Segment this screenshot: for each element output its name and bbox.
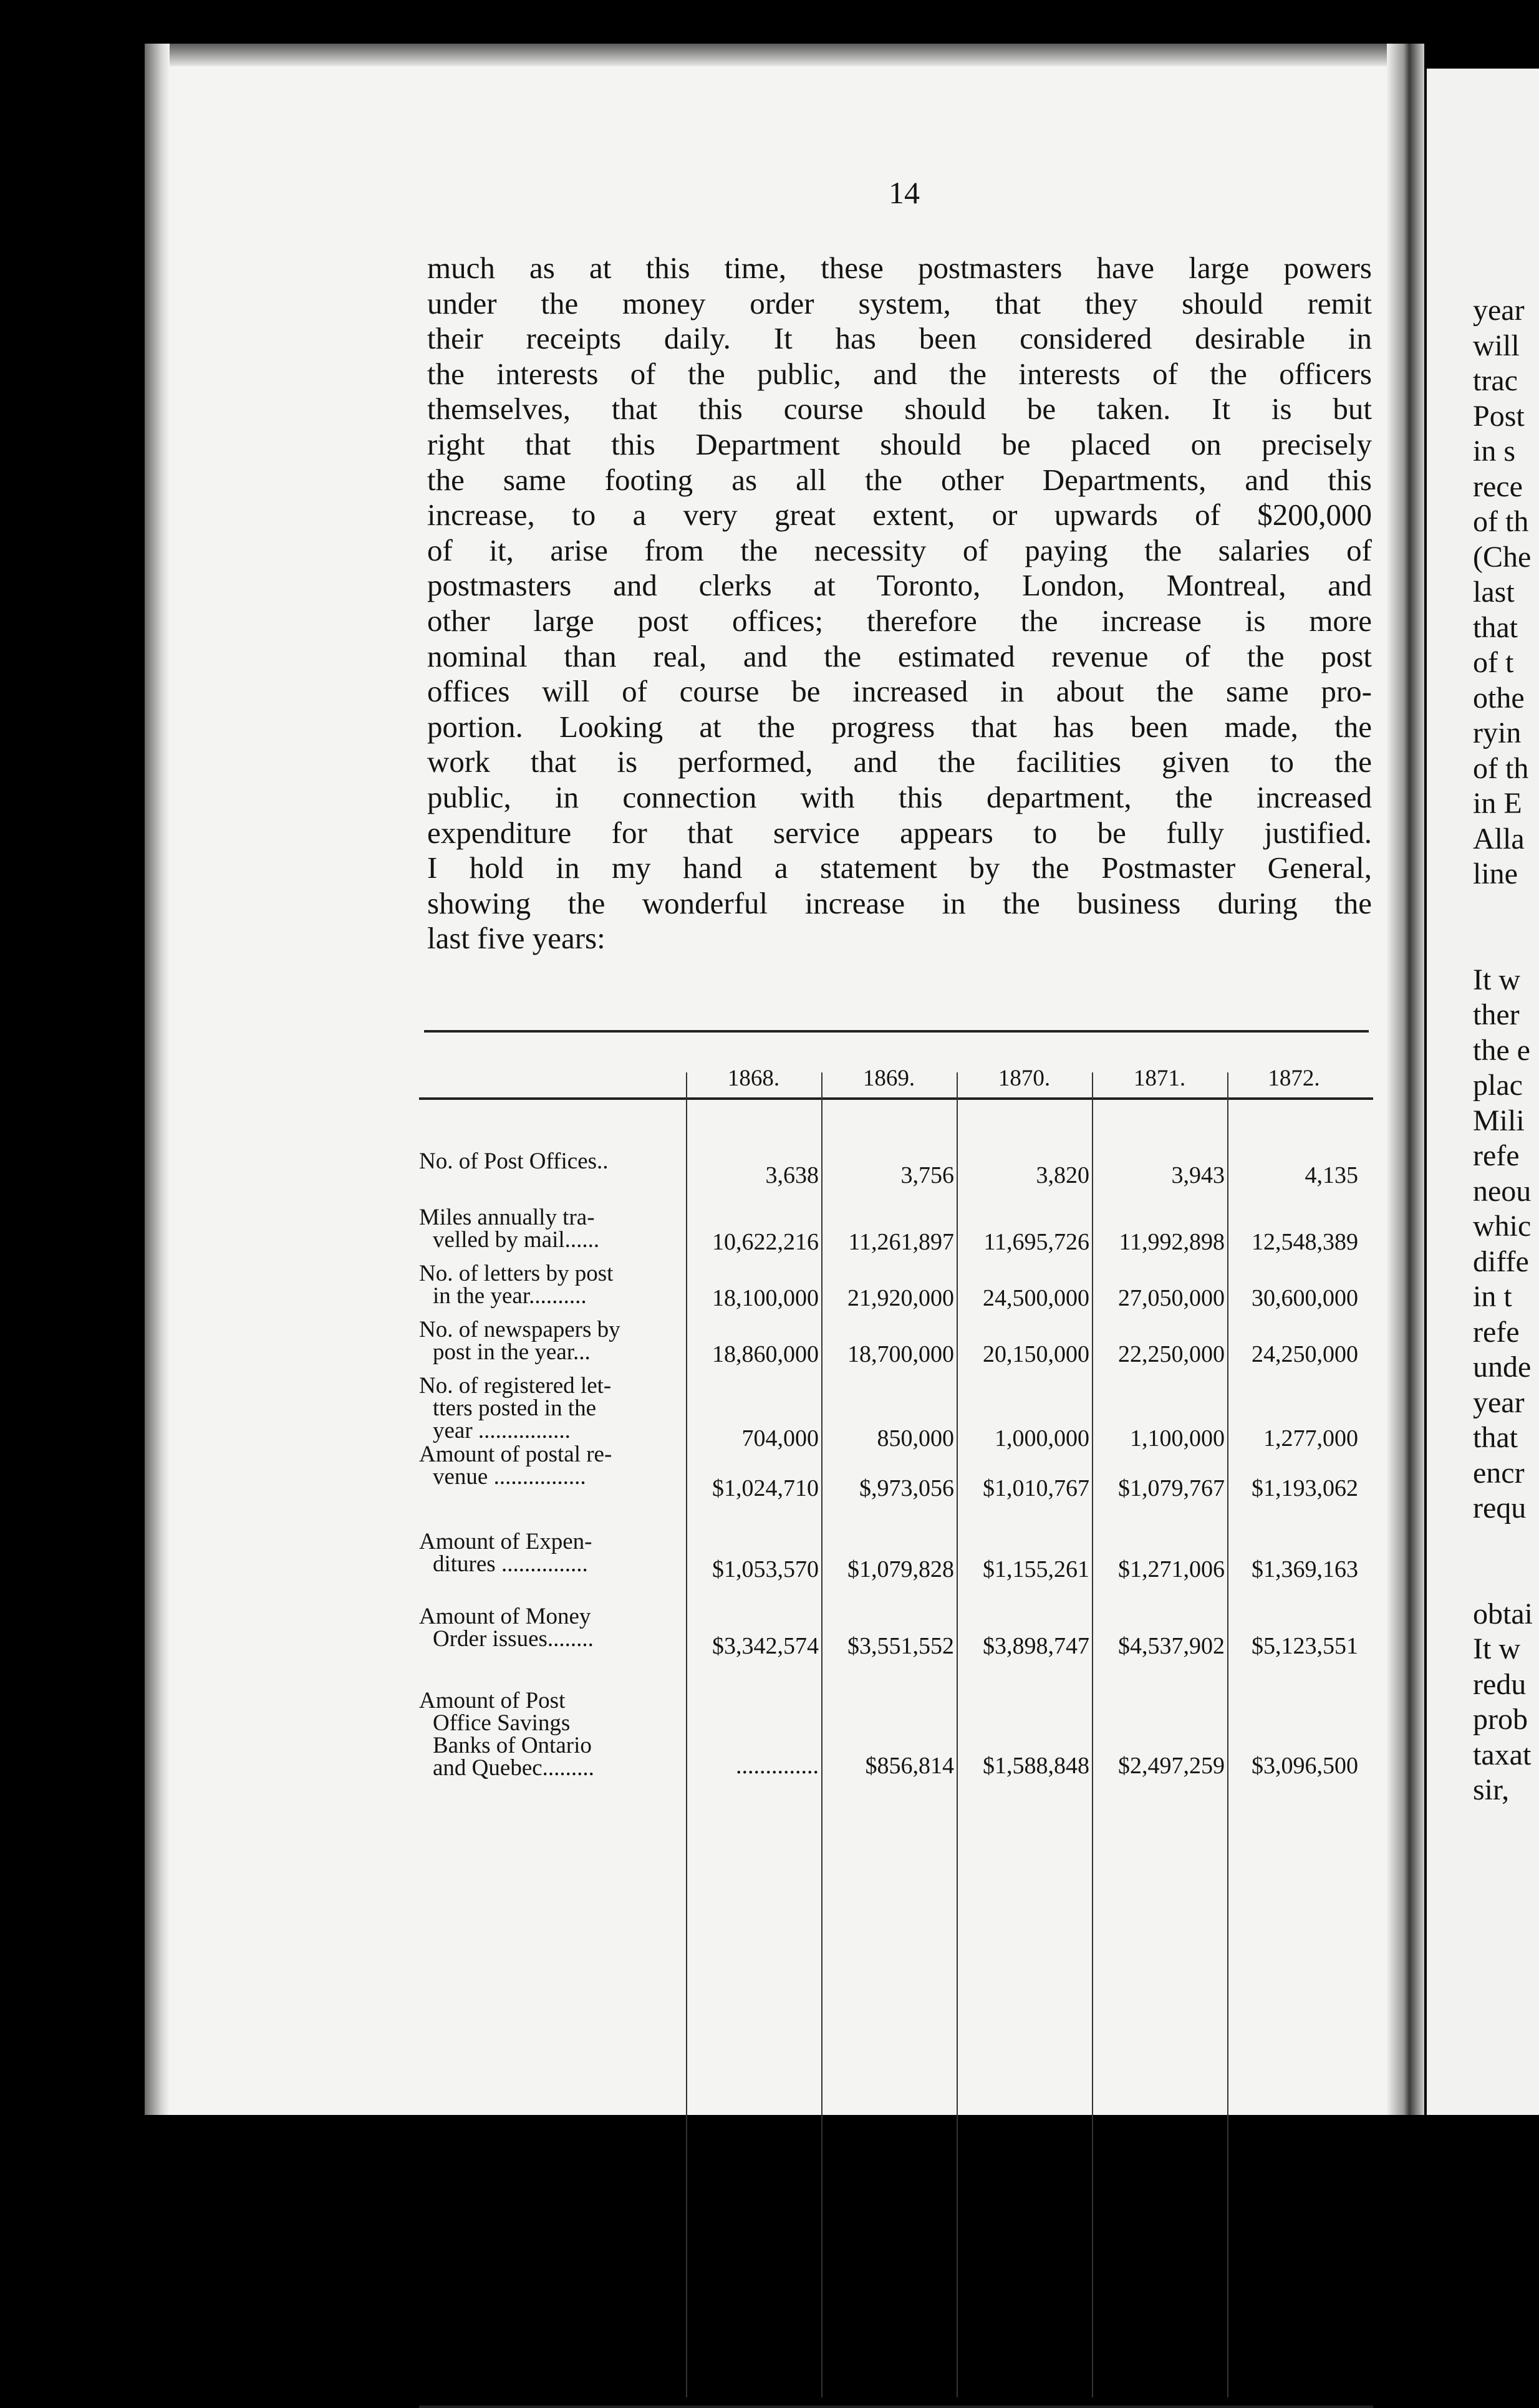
row-label-line: post in the year... (433, 1339, 591, 1365)
next-page-line (1473, 1561, 1533, 1597)
row-label (419, 1375, 681, 1442)
next-page-line: othe (1473, 681, 1525, 715)
next-page-line: of th (1473, 751, 1529, 785)
table-top-rule (424, 1030, 1369, 1033)
table-cell: 18,700,000 (847, 1341, 954, 1367)
column-divider (1092, 1072, 1093, 2397)
next-page-line: the e (1473, 1033, 1530, 1067)
table-cell: 3,638 (765, 1162, 819, 1188)
body-line: of it, arise from the necessity of paying the salaries of (427, 532, 1372, 567)
table-cell: $1,271,006 (1118, 1556, 1225, 1582)
table-cell: 850,000 (877, 1425, 954, 1452)
table-cell: 22,250,000 (1118, 1341, 1225, 1367)
next-page-line: redu (1473, 1667, 1527, 1701)
body-paragraph (427, 251, 1372, 956)
book-gutter (1387, 44, 1424, 2115)
table-cell: $3,551,552 (847, 1633, 954, 1659)
table-cell: $1,079,828 (847, 1556, 954, 1582)
row-label-line: tters posted in the (433, 1395, 597, 1421)
row-label-line: Order issues........ (433, 1626, 594, 1652)
table-cell: 20,150,000 (983, 1341, 1089, 1367)
table-cell: 12,548,389 (1252, 1229, 1358, 1255)
table-cell: 3,756 (900, 1162, 954, 1188)
table-cell: 27,050,000 (1118, 1285, 1225, 1311)
table-cell: $1,053,570 (712, 1556, 819, 1582)
row-label-line: Banks of Ontario (433, 1733, 592, 1758)
next-page-line: It w (1473, 1632, 1520, 1665)
row-label-line: ditures ............... (433, 1551, 588, 1577)
row-label (419, 1531, 681, 1576)
table-cell: $4,537,902 (1118, 1633, 1225, 1659)
table-cell: 18,860,000 (712, 1341, 819, 1367)
table-cell: 704,000 (741, 1425, 819, 1452)
row-label-line: year ................ (433, 1418, 571, 1443)
body-line: their receipts daily. It has been considered desirable in (427, 321, 1372, 356)
body-line: right that this Department should be placed on precisely (427, 426, 1372, 461)
next-page-line: in t (1473, 1280, 1512, 1313)
body-line: under the money order system, that they should remit (427, 286, 1372, 320)
year-header: 1872. (1268, 1066, 1320, 1091)
next-page-line: diffe (1473, 1245, 1529, 1278)
table-cell: .............. (736, 1753, 819, 1779)
next-page-line: neou (1473, 1174, 1532, 1208)
page-shadow-top (145, 44, 1422, 66)
table-cell: $856,814 (865, 1753, 954, 1779)
row-label-line: Amount of Money (419, 1604, 591, 1629)
table-cell: 3,820 (1036, 1162, 1089, 1188)
table-cell: 24,250,000 (1252, 1341, 1358, 1367)
next-page-line: last (1473, 576, 1515, 609)
next-page-line: in E (1473, 787, 1522, 820)
next-page-line: of t (1473, 646, 1514, 679)
table-cell: 21,920,000 (847, 1285, 954, 1311)
page-shadow-left (145, 44, 170, 2115)
body-line: I hold in my hand a statement by the Postmaster General, (427, 850, 1372, 885)
next-page-line (1473, 1526, 1533, 1562)
table-cell: 18,100,000 (712, 1285, 819, 1311)
next-page-line: prob (1473, 1703, 1528, 1736)
next-page-line: line (1473, 857, 1518, 890)
table-cell: 1,277,000 (1263, 1425, 1358, 1452)
body-line: last five years: (427, 921, 605, 956)
next-page-line: Alla (1473, 822, 1525, 855)
next-page-line: that (1473, 610, 1518, 644)
next-page-line: year (1473, 1385, 1525, 1419)
row-label (419, 1690, 681, 1780)
table-cell: $1,155,261 (983, 1556, 1089, 1582)
row-label (419, 1150, 681, 1173)
body-line: nominal than real, and the estimated revenue of the post (427, 638, 1372, 673)
row-label (419, 1606, 681, 1650)
body-line: the interests of the public, and the interests of the officers (427, 356, 1372, 391)
row-label-line: and Quebec......... (433, 1755, 594, 1781)
table-cell: $3,096,500 (1252, 1753, 1358, 1779)
next-page-line: whic (1473, 1210, 1532, 1243)
next-page-line: It w (1473, 963, 1520, 996)
page-number: 14 (889, 175, 920, 210)
table-cell: 3,943 (1171, 1162, 1225, 1188)
table-cell: $1,024,710 (712, 1475, 819, 1501)
row-label-line: Miles annually tra- (419, 1205, 595, 1230)
next-page-line: will (1473, 329, 1520, 362)
next-page-line: ther (1473, 998, 1520, 1031)
table-cell: 11,261,897 (848, 1229, 954, 1255)
row-label-line: No. of Post Offices.. (419, 1149, 609, 1174)
next-page-line (1473, 927, 1533, 963)
body-line: postmasters and clerks at Toronto, London, Montreal, and (427, 568, 1372, 603)
table-cell: 11,695,726 (983, 1229, 1089, 1255)
body-line: portion. Looking at the progress that has been made, the (427, 709, 1372, 744)
row-label-line: No. of newspapers by (419, 1317, 620, 1342)
year-header: 1870. (998, 1066, 1051, 1091)
next-page-line: rece (1473, 470, 1523, 503)
next-page-line: plac (1473, 1069, 1523, 1102)
next-page-line: that (1473, 1421, 1518, 1454)
table-header (419, 1054, 1373, 1100)
table-cell: $2,497,259 (1118, 1753, 1225, 1779)
year-header: 1869. (862, 1066, 915, 1091)
column-divider (686, 1072, 687, 2397)
body-line: much as at this time, these postmasters have large powers (427, 251, 1372, 285)
next-page-line: trac (1473, 364, 1518, 397)
next-page-line: sir, (1473, 1773, 1510, 1806)
next-page-text (1473, 293, 1533, 1808)
row-label-line: velled by mail...... (433, 1227, 600, 1253)
row-label-line: Office Savings (433, 1710, 571, 1736)
next-page-line: Post (1473, 399, 1525, 433)
row-label (419, 1263, 681, 1308)
row-label-line: in the year.......... (433, 1283, 587, 1309)
table-cell: 30,600,000 (1252, 1285, 1358, 1311)
row-label (419, 1443, 681, 1488)
table-cell: $,973,056 (859, 1475, 954, 1501)
body-line: expenditure for that service appears to be fully justified. (427, 815, 1372, 850)
table-cell: $1,588,848 (983, 1753, 1089, 1779)
table-cell: $1,193,062 (1252, 1475, 1358, 1501)
table-cell: $1,079,767 (1118, 1475, 1225, 1501)
table-cell: $5,123,551 (1252, 1633, 1358, 1659)
table-cell: 24,500,000 (983, 1285, 1089, 1311)
next-page-line: year (1473, 294, 1525, 327)
table-cell: 4,135 (1305, 1162, 1358, 1188)
next-page-line: taxat (1473, 1738, 1532, 1771)
next-page-line (1473, 892, 1533, 928)
next-page-line: encr (1473, 1456, 1525, 1490)
table-cell: $3,898,747 (983, 1633, 1089, 1659)
next-page-line: obtai (1473, 1597, 1533, 1630)
body-line: increase, to a very great extent, or upwards of $200,000 (427, 498, 1372, 532)
table-cell: 10,622,216 (712, 1229, 819, 1255)
next-page-line: (Che (1473, 540, 1532, 574)
table-cell: 1,000,000 (995, 1425, 1089, 1452)
column-divider (821, 1072, 823, 2397)
row-label-line: Amount of Expen- (419, 1529, 592, 1554)
next-page-line: Mili (1473, 1104, 1525, 1137)
body-line: other large post offices; therefore the increase is more (427, 603, 1372, 638)
next-page-line: requ (1473, 1491, 1527, 1524)
body-line: the same footing as all the other Departments, and this (427, 462, 1372, 497)
body-line: offices will of course be increased in about the same pro- (427, 674, 1372, 709)
table-cell: $3,342,574 (712, 1633, 819, 1659)
column-divider (1227, 1072, 1228, 2397)
row-label (419, 1206, 681, 1251)
row-label-line: venue ................ (433, 1464, 586, 1490)
table-cell: 1,100,000 (1130, 1425, 1225, 1452)
row-label-line: Amount of Post (419, 1688, 566, 1713)
year-header: 1871. (1133, 1066, 1186, 1091)
body-line: work that is performed, and the facilities given to the (427, 744, 1372, 779)
row-label (419, 1319, 681, 1364)
next-page-line: refe (1473, 1315, 1520, 1349)
row-label-line: No. of letters by post (419, 1261, 614, 1286)
body-line: themselves, that this course should be taken. It is but (427, 392, 1372, 426)
next-page-line: unde (1473, 1351, 1532, 1384)
next-page-line: ryin (1473, 716, 1522, 749)
body-line: public, in connection with this department, the increased (427, 779, 1372, 814)
next-page-line: refe (1473, 1139, 1520, 1172)
table-cell: 11,992,898 (1119, 1229, 1225, 1255)
body-line: showing the wonderful increase in the business during the (427, 885, 1372, 920)
year-header: 1868. (727, 1066, 780, 1091)
column-divider (957, 1072, 958, 2397)
table-bottom-rule (419, 2406, 1373, 2408)
table-cell: $1,369,163 (1252, 1556, 1358, 1582)
next-page-line: of th (1473, 505, 1529, 538)
table-cell: $1,010,767 (983, 1475, 1089, 1501)
row-label-line: Amount of postal re- (419, 1442, 612, 1467)
row-label-line: No. of registered let- (419, 1373, 612, 1399)
next-page-line: in s (1473, 435, 1516, 468)
